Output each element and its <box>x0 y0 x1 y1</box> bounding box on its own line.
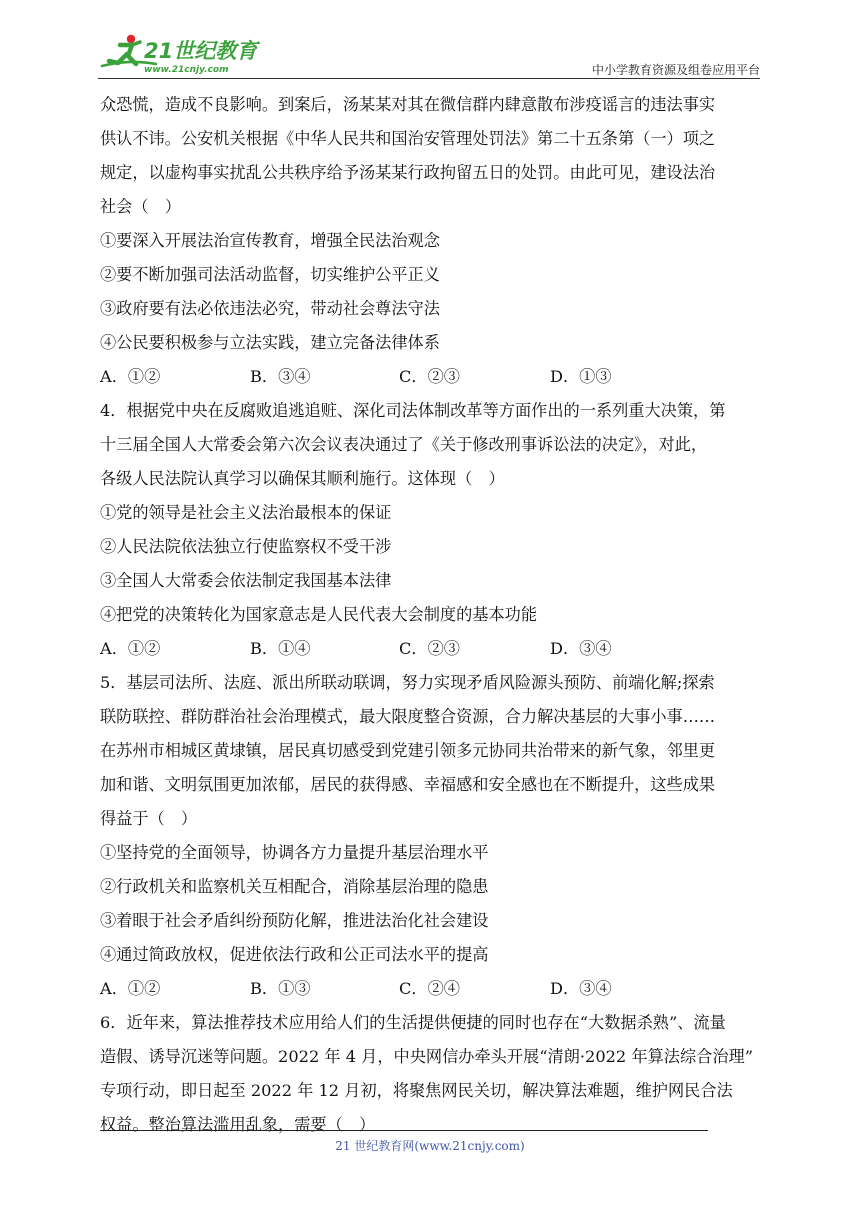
site-logo <box>98 30 268 78</box>
q5-stem-line: 加和谐、文明氛围更加浓郁，居民的获得感、幸福感和安全感也在不断提升，这些成果 <box>100 775 716 794</box>
option-d: D．①③ <box>550 367 612 386</box>
q5-stem-line: 在苏州市相城区黄埭镇，居民真切感受到党建引领多元协同共治带来的新气象，邻里更 <box>100 741 716 760</box>
option-a: A．①② <box>100 639 161 658</box>
option-c: C．②③ <box>399 639 460 658</box>
q5-stem-line: 5．基层司法所、法庭、派出所联动联调，努力实现矛盾风险源头预防、前端化解;探索 <box>100 673 715 692</box>
q6-stem-line: 造假、诱导沉迷等问题。2022 年 4 月，中央网信办牵头开展“清朗·2022 年算法综合治理” <box>100 1047 753 1066</box>
q4-statement: ③全国人大常委会依法制定我国基本法律 <box>100 571 392 590</box>
q6-stem-line: 6．近年来，算法推荐技术应用给人们的生活提供便捷的同时也存在“大数据杀熟”、流量 <box>100 1013 726 1032</box>
header-divider <box>98 78 760 79</box>
q6-stem-line: 专项行动，即日起至 2022 年 12 月初，将聚焦网民关切，解决算法难题，维护网民合法 <box>100 1081 733 1100</box>
option-c: C．②④ <box>399 979 460 998</box>
q3-statement: ②要不断加强司法活动监督，切实维护公平正义 <box>100 265 440 284</box>
q3-statement: ③政府要有法必依违法必究，带动社会尊法守法 <box>100 299 440 318</box>
option-d: D．③④ <box>550 639 612 658</box>
q5-stem-line: 得益于（ ） <box>100 809 198 828</box>
q5-stem-line: 联防联控、群防群治社会治理模式，最大限度整合资源，合力解决基层的大事小事…… <box>100 707 716 726</box>
logo-url: www.21cnjy.com <box>144 65 229 75</box>
q4-stem-line: 4．根据党中央在反腐败追逃追赃、深化司法体制改革等方面作出的一系列重大决策，第 <box>100 401 726 420</box>
q6-stem-line: 权益。整治算法滥用乱象，需要（ ） <box>100 1115 376 1134</box>
option-d: D．③④ <box>550 979 612 998</box>
footer-divider <box>100 1130 708 1131</box>
q3-statement: ④公民要积极参与立法实践，建立完备法律体系 <box>100 333 440 352</box>
q5-options <box>100 972 762 1006</box>
footer-site-link[interactable]: 21 世纪教育网(www.21cnjy.com) <box>335 1139 525 1153</box>
q5-statement: ④通过简政放权，促进依法行政和公正司法水平的提高 <box>100 945 489 964</box>
q3-stem-line: 社会（ ） <box>100 197 181 216</box>
option-b: B．①④ <box>250 639 311 658</box>
q4-options <box>100 632 762 666</box>
q4-stem-line: 各级人民法院认真学习以确保其顺利施行。这体现（ ） <box>100 469 505 488</box>
q4-statement: ④把党的决策转化为国家意志是人民代表大会制度的基本功能 <box>100 605 538 624</box>
header-platform-text: 中小学教育资源及组卷应用平台 <box>591 63 760 77</box>
option-a: A．①② <box>100 979 161 998</box>
option-a: A．①② <box>100 367 161 386</box>
option-b: B．①③ <box>250 979 311 998</box>
q3-statement: ①要深入开展法治宣传教育，增强全民法治观念 <box>100 231 440 250</box>
option-b: B．③④ <box>250 367 311 386</box>
q4-statement: ②人民法院依法独立行使监察权不受干涉 <box>100 537 392 556</box>
q3-stem-line: 众恐慌，造成不良影响。到案后，汤某某对其在微信群内肆意散布涉疫谣言的违法事实 <box>100 95 716 114</box>
question-content <box>100 88 762 1142</box>
q3-options <box>100 360 762 394</box>
q3-stem-line: 规定，以虚构事实扰乱公共秩序给予汤某某行政拘留五日的处罚。由此可见，建设法治 <box>100 163 716 182</box>
q4-statement: ①党的领导是社会主义法治最根本的保证 <box>100 503 392 522</box>
q3-stem-line: 供认不讳。公安机关根据《中华人民共和国治安管理处罚法》第二十五条第（一）项之 <box>100 129 716 148</box>
q5-statement: ②行政机关和监察机关互相配合，消除基层治理的隐患 <box>100 877 489 896</box>
q4-stem-line: 十三届全国人大常委会第六次会议表决通过了《关于修改刑事诉讼法的决定》，对此， <box>100 435 708 454</box>
q5-statement: ①坚持党的全面领导，协调各方力量提升基层治理水平 <box>100 843 489 862</box>
option-c: C．②③ <box>399 367 460 386</box>
q5-statement: ③着眼于社会矛盾纠纷预防化解，推进法治化社会建设 <box>100 911 489 930</box>
page-header <box>98 30 760 82</box>
logo-text: 21世纪教育 <box>144 39 258 63</box>
